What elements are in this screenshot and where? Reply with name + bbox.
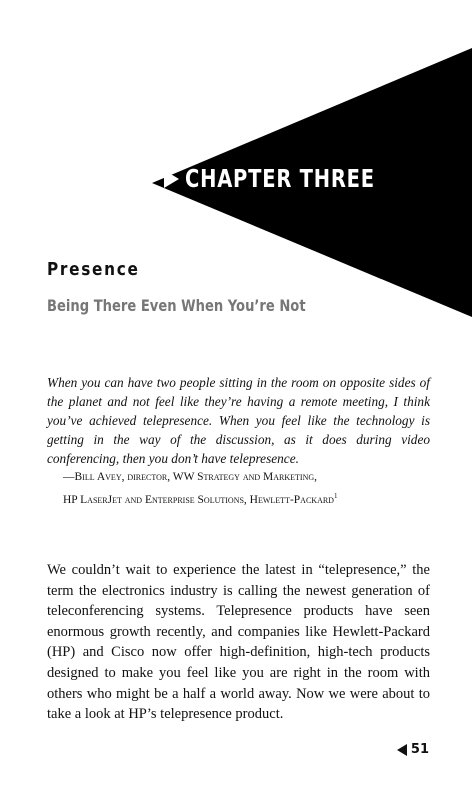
play-arrow-icon <box>164 170 179 188</box>
body-paragraph: We couldn’t wait to experience the latest in “telepresence,” the term the electronics industry is calling the newest generation of teleconferencing systems. Telepresence products have seen enormous growth recently, and companies like Hewlett-Packard (HP) and Cisco now offer high-definition, high-tech products designed to make you feel like you are right in the room with others who might be a half a world away. Now we were about to take a look at HP’s telepresence product. <box>47 562 430 723</box>
chapter-label: CHAPTER THREE <box>184 164 375 193</box>
page-number-text: 51 <box>410 742 429 757</box>
epigraph-attribution-line1: —Bill Avey, director, WW Strategy and Marketing, <box>63 471 318 483</box>
footnote-marker[interactable]: 1 <box>333 492 338 500</box>
section-subtitle: Being There Even When You’re Not <box>47 296 306 315</box>
attribution-text: HP LaserJet and Enterprise Solutions, Hewlett-Packard <box>63 493 334 506</box>
left-arrow-icon <box>397 744 407 756</box>
epigraph-quote: When you can have two people sitting in the room on opposite sides of the planet and not feel like they’re having a remote meeting, I think you’ve achieved telepresence. When you feel like the technology is getting in the way of the discussion, as it does during video conferencing, then you don’t have telepresence. <box>47 375 430 466</box>
page-number <box>397 742 429 757</box>
epigraph-attribution-line2 <box>63 487 443 510</box>
section-title: Presence <box>47 259 140 280</box>
chapter-heading <box>164 164 428 193</box>
